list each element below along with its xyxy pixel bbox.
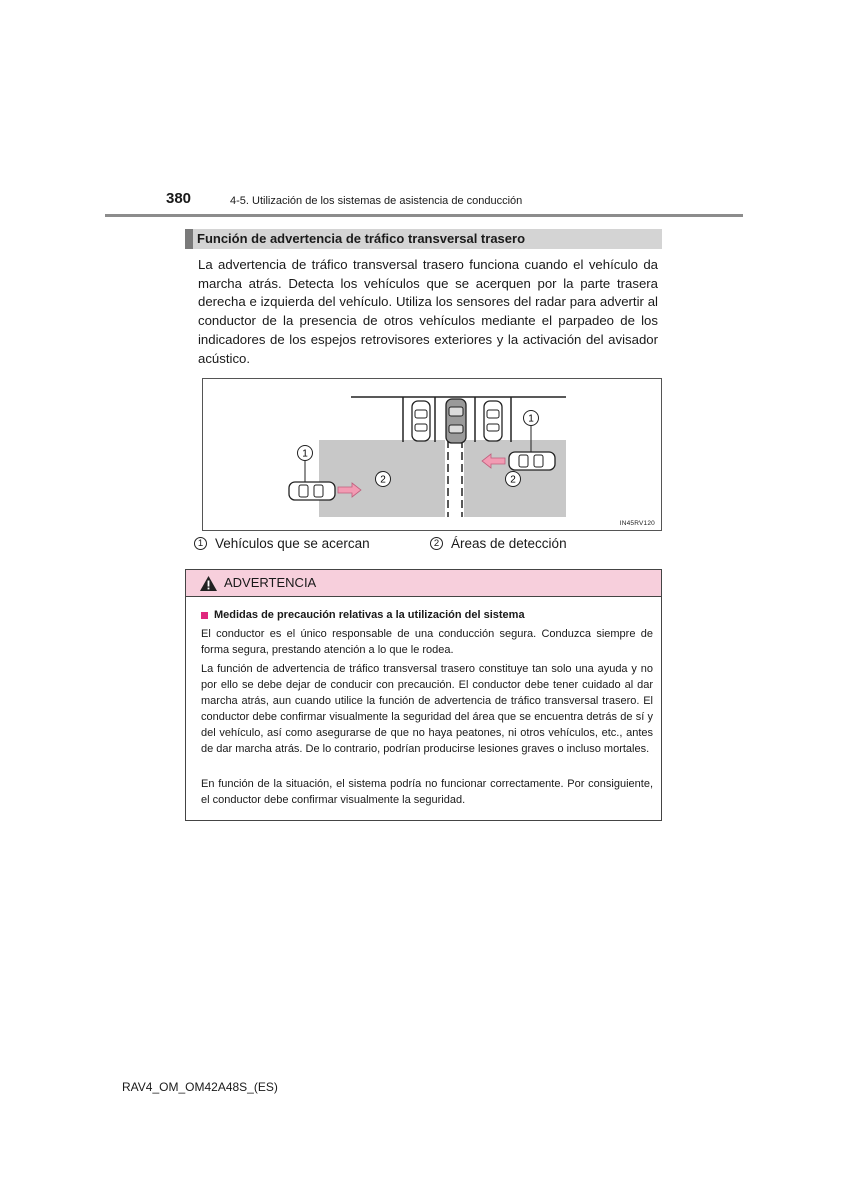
callout-2-right bbox=[506, 472, 521, 487]
section-heading-marker bbox=[185, 229, 193, 249]
callout-2-left bbox=[376, 472, 391, 487]
callout-1-label: 1 bbox=[302, 448, 308, 460]
rcta-illustration bbox=[202, 378, 662, 531]
document-code: RAV4_OM_OM42A48S_(ES) bbox=[122, 1080, 278, 1094]
warning-triangle-icon bbox=[199, 575, 218, 592]
warning-header bbox=[186, 570, 661, 597]
legend-label: Vehículos que se acercan bbox=[215, 536, 370, 551]
header-rule bbox=[105, 214, 743, 217]
warning-paragraph: El conductor es el único responsable de una conducción segura. Conduzca siempre de forma segura, prestando atención a lo que le rodea. bbox=[201, 628, 653, 656]
bullet-square-icon bbox=[201, 612, 208, 619]
callout-1-left bbox=[298, 446, 313, 483]
legend-number: 1 bbox=[194, 537, 207, 550]
callout-2-label: 2 bbox=[510, 474, 516, 486]
legend-label: Áreas de detección bbox=[451, 536, 567, 551]
figure-code: IN45RV120 bbox=[619, 520, 655, 527]
warning-paragraph: La función de advertencia de tráfico transversal trasero constituye tan solo una ayuda y no por ello se debe dejar de conducir con precaución. El conductor debe tener cuidado al dar marcha atrás, aun cuando utilice la función de advertencia de tráfico transversal trasero. El conductor debe confirmar visualmente la seguridad del área que se encuentra detrás de sí y del vehículo, así como asegurarse de que no haya peatones, ni otros vehículos, etc., antes de dar marcha atrás. De lo contrario, podrían producirse lesiones graves o incluso mortales. bbox=[201, 663, 653, 755]
section-paragraph: La advertencia de tráfico transversal trasero funciona cuando el vehículo da marcha atrás. Detecta los vehículos que se acerquen por la parte trasera derecha e izquierda del vehículo. Utiliza los sensores del radar para advertir al conductor de la presencia de otros vehículos mediante el parpadeo de los indicadores de los espejos retrovisores exteriores y la activación del avisador acústico. bbox=[198, 257, 658, 366]
callout-2-label: 2 bbox=[380, 474, 386, 486]
page-number: 380 bbox=[166, 190, 192, 207]
approaching-car-right bbox=[509, 452, 555, 470]
parking-lot-diagram bbox=[203, 379, 661, 530]
warning-title: ADVERTENCIA bbox=[224, 575, 317, 590]
chapter-title: 4-5. Utilización de los sistemas de asistencia de conducción bbox=[230, 195, 523, 207]
section-title: Función de advertencia de tráfico transversal trasero bbox=[197, 231, 526, 246]
legend-number: 2 bbox=[430, 537, 443, 550]
warning-subtitle: Medidas de precaución relativas a la utilización del sistema bbox=[214, 609, 525, 621]
warning-box bbox=[185, 569, 662, 821]
approaching-car-left bbox=[289, 482, 335, 500]
callout-1-label: 1 bbox=[528, 413, 534, 425]
legend-item-detection-areas bbox=[430, 536, 567, 551]
parked-car-2 bbox=[484, 401, 502, 441]
warning-subtitle-row bbox=[201, 609, 525, 621]
parked-car-1 bbox=[412, 401, 430, 441]
legend-item-approaching-vehicles bbox=[194, 536, 370, 551]
reversing-vehicle bbox=[446, 399, 466, 443]
warning-paragraph: En función de la situación, el sistema podría no funcionar correctamente. Por consiguiente, el conductor debe confirmar visualmente la seguridad. bbox=[201, 778, 653, 806]
